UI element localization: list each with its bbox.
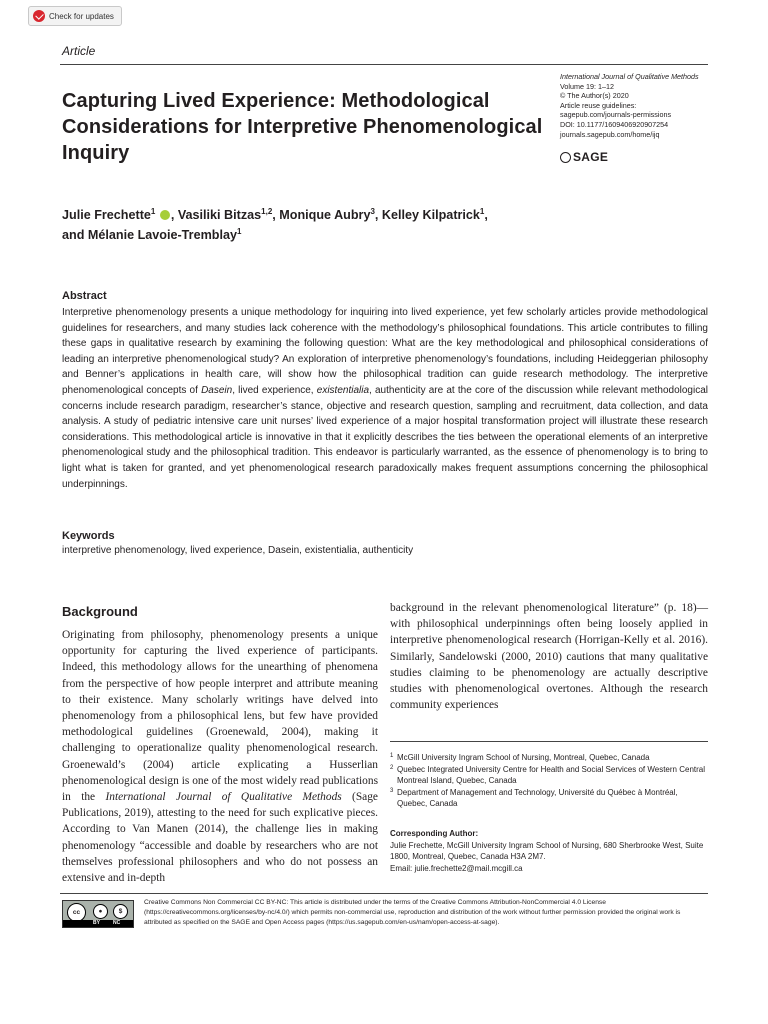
- affiliation-item: [390, 752, 708, 764]
- affiliation-number: 2: [390, 764, 394, 771]
- affiliation-number: 1: [390, 753, 394, 759]
- footnote-divider: [390, 741, 708, 742]
- by-label: BY: [93, 920, 100, 926]
- affiliation-item: [390, 764, 708, 787]
- doi[interactable]: DOI: 10.1177/1609406920907254: [560, 119, 669, 129]
- journal-copyright: © The Author(s) 2020: [560, 91, 629, 101]
- author-name[interactable]: and Mélanie Lavoie-Tremblay: [62, 228, 237, 242]
- person-icon: ●: [93, 904, 108, 919]
- journal-name: International Journal of Qualitative Methods: [560, 72, 699, 81]
- body-column-right: [390, 600, 708, 713]
- check-updates-icon: [33, 10, 45, 22]
- cc-icon: cc: [67, 903, 86, 922]
- no-dollar-icon: $: [113, 904, 128, 919]
- license-strip: [63, 920, 133, 927]
- abstract-heading: Abstract: [62, 290, 107, 302]
- affiliations: [390, 752, 708, 810]
- body-paragraph: background in the relevant phenomenological literature” (p. 18)—with philosophical underpinnings often being loosely applied in interpretive phenomenological research (Horrigan-Kelly et al. 2016). Similarly, Sandelowski (2000, 2010) cautions that many qualitative studies claiming to be phenomenology are actually descriptive studies with phenomenological overtones. Although the research community experiences: [390, 602, 708, 712]
- affiliation-marker: 3: [370, 206, 375, 216]
- journal-volume: Volume 19: 1–12: [560, 81, 614, 91]
- author-name[interactable]: , Kelley Kilpatrick: [374, 208, 480, 222]
- corresponding-address: Julie Frechette, McGill University Ingram School of Nursing, 680 Sherbrooke West, Suite 1800, Montreal, Quebec, Canada H3A 2M7.: [390, 840, 704, 862]
- page-title: Capturing Lived Experience: Methodological Considerations for Interpretive Phenomenological Inquiry: [62, 90, 543, 164]
- affiliation-marker: 1: [150, 206, 156, 216]
- journal-site-link[interactable]: journals.sagepub.com/home/ijq: [560, 129, 660, 139]
- publisher-name: SAGE: [573, 150, 609, 164]
- abstract-text: , authenticity are at the core of the discussion while relevant methodological concerns include research paradigm, researcher’s stance, objective and research question, sampling and recruitment, data collection, and data analysis. A study of pediatric intensive care unit nurses’ lived experience of a major hospital transformation project will illustrate these research considerations. This methodological article is innovative in that it explicitly describes the ties between the operational elements of an interpretive phenomenological study and the philosophical tradition. This endeavor is particularly warranted, as the essence of phenomenology is to bring to light what is taken for granted, and yet phenomenological research paradoxically makes frequent assumptions concerning the philosophical underpinnings.: [62, 384, 708, 490]
- abstract-text: Interpretive phenomenology presents a unique methodology for inquiring into lived experience, yet few scholarly articles provide methodological guidelines for researchers, and many studies lack coherence with the methodology’s philosophical foundations. This article contributes to filling these gaps in qualitative research by examining the following question: What are the key methodological and philosophical considerations of leading an interpretive phenomenological study? An exploration of interpretive phenomenology’s foundations, including Heideggerian philosophy and Benner’s applications in health care, will show how the philosophical tradition can guide research methodology. The interpretive phenomenological concepts of: [62, 307, 708, 396]
- body-column-left: [62, 627, 378, 886]
- cc-license-badge[interactable]: [62, 900, 134, 928]
- reuse-label: Article reuse guidelines:: [560, 100, 637, 110]
- affiliation-text: Quebec Integrated University Centre for Health and Social Services of Western Central Montreal Island, Quebec, Canada: [397, 764, 705, 786]
- check-for-updates-badge[interactable]: [28, 6, 122, 26]
- journal-meta: [560, 72, 730, 139]
- affiliation-marker: 1: [479, 206, 485, 216]
- keywords-list: interpretive phenomenology, lived experience, Dasein, existentialia, authenticity: [62, 545, 414, 556]
- author-list: [62, 205, 622, 245]
- body-text: (Sage Publications, 2019), attesting to the need for such explicative pieces. According to Van Manen (2014), the challenge lies in making phenomenology “accessible and doable by researchers who are not themselves professional philosophers and who do not possess an extensive and in-depth: [62, 791, 378, 885]
- corresponding-heading: Corresponding Author:: [390, 829, 479, 838]
- nc-label: NC: [113, 920, 121, 926]
- author-name[interactable]: Julie Frechette: [62, 208, 151, 222]
- body-paragraph: [62, 627, 378, 886]
- author-name[interactable]: , Monique Aubry: [272, 208, 371, 222]
- article-type-label: Article: [62, 44, 96, 58]
- corresponding-email[interactable]: Email: julie.frechette2@mail.mcgill.ca: [390, 863, 523, 873]
- abstract-body: [62, 305, 708, 492]
- author-separator: ,: [484, 208, 488, 222]
- affiliation-number: 3: [390, 787, 394, 794]
- affiliation-item: [390, 787, 708, 810]
- license-text: Creative Commons Non Commercial CC BY-NC: This article is distributed under the terms of the Creative Commons Attribution-NonCommercial 4.0 License (https://creativecommons.org/licenses/by-nc/4.0/) which permits non-commercial use, reproduction and distribution of the work without further permission provided the original work is attributed as specified on the SAGE and Open Access pages (https://us.sagepub.com/en-us/nam/open-access-at-sage).: [144, 899, 681, 926]
- abstract-term: Dasein: [201, 384, 233, 396]
- license-divider: [60, 893, 708, 894]
- abstract-term: existentialia: [316, 384, 370, 396]
- author-name[interactable]: , Vasiliki Bitzas: [170, 208, 262, 222]
- affiliation-marker: 1: [236, 226, 242, 236]
- orcid-icon[interactable]: [160, 210, 170, 220]
- sage-logo-icon: [560, 152, 571, 163]
- affiliation-text: Department of Management and Technology, Université du Québec à Montréal, Quebec, Canada: [397, 787, 678, 809]
- keywords-heading: Keywords: [62, 530, 115, 542]
- journal-title-ref: International Journal of Qualitative Methods: [105, 791, 342, 804]
- check-updates-label: Check for updates: [49, 11, 114, 21]
- publisher-logo: [560, 150, 608, 164]
- section-heading: Background: [62, 604, 138, 619]
- abstract-text: , lived experience,: [232, 384, 317, 396]
- affiliation-marker: 1,2: [261, 206, 273, 216]
- reuse-link[interactable]: sagepub.com/journals-permissions: [560, 110, 672, 120]
- corresponding-author: [390, 828, 708, 874]
- affiliation-text: McGill University Ingram School of Nursing, Montreal, Quebec, Canada: [397, 753, 650, 762]
- body-text: Originating from philosophy, phenomenology presents a unique opportunity for capturing the lived experience of participants. Indeed, this methodology allows for the unearthing of phenomena from the perspective of how people interpret and attribute meaning to their existence. Many scholarly writings have delved into phenomenology from a philosophical lens, but few have provided methodological guidelines (Groenewald, 2004), making it challenging to operationalize quality phenomenological research. Groenewald’s (2004) article explicating a Husserlian phenomenological design is one of the most widely read publications in the: [62, 629, 378, 804]
- header-divider: [60, 64, 708, 65]
